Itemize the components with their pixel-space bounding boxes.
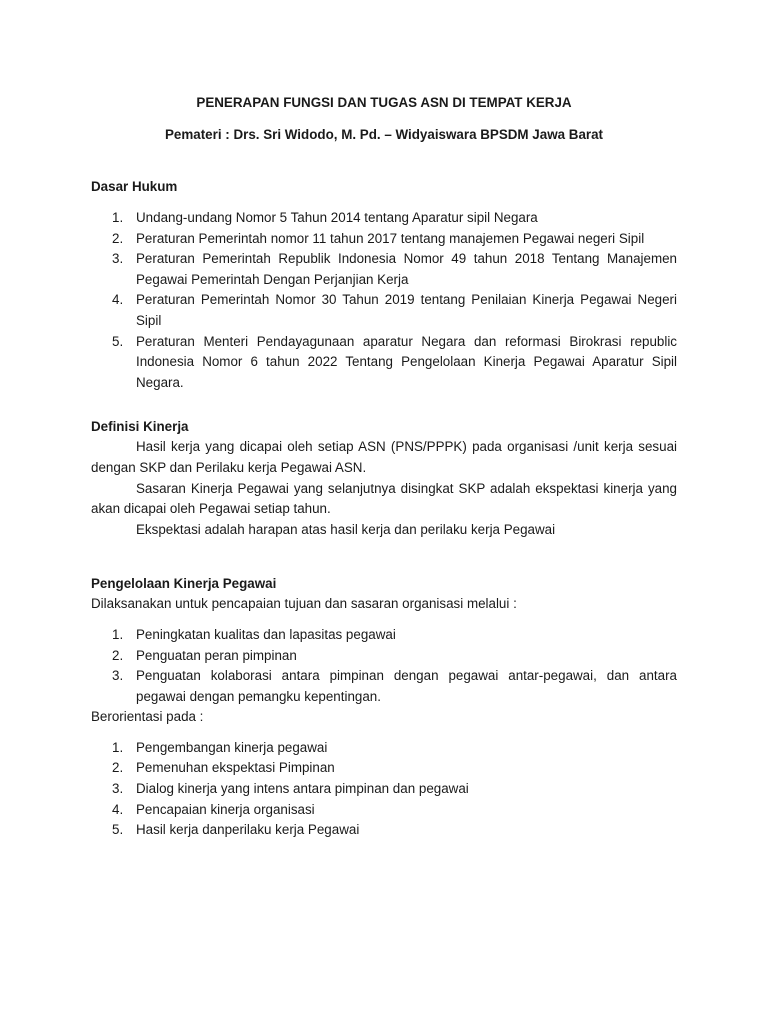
- list-item-text: Pencapaian kinerja organisasi: [136, 801, 315, 817]
- list-item: [91, 290, 677, 331]
- document-subtitle: Pemateri : Drs. Sri Widodo, M. Pd. – Widyaiswara BPSDM Jawa Barat: [164, 127, 604, 142]
- list-item-number: 5.: [112, 822, 124, 838]
- list-item-number: 4.: [112, 801, 124, 817]
- list-item: [91, 229, 677, 250]
- list-item-text: Penguatan kolaborasi antara pimpinan dengan pegawai antar-pegawai, dan antara pegawai dengan pemangku kepentingan.: [136, 668, 677, 704]
- list-item-text: Hasil kerja danperilaku kerja Pegawai: [136, 822, 360, 838]
- list-item-text: Penguatan peran pimpinan: [136, 647, 297, 663]
- list-item: [91, 738, 677, 759]
- list-item-number: 2.: [112, 230, 124, 246]
- list-item: [91, 666, 677, 707]
- list-item-number: 3.: [112, 781, 124, 797]
- list-item-number: 5.: [112, 333, 124, 349]
- list-item-text: Undang-undang Nomor 5 Tahun 2014 tentang Aparatur sipil Negara: [136, 210, 538, 225]
- list-item-text: Peraturan Menteri Pendayagunaan aparatur Negara dan reformasi Birokrasi republic Indonesia Nomor 6 tahun 2022 Tentang Pengelolaan Kinerja Pegawai Aparatur Sipil Negara.: [136, 333, 677, 390]
- list-item: [91, 625, 677, 646]
- list-item-text: Peraturan Pemerintah nomor 11 tahun 2017 tentang manajemen Pegawai negeri Sipil: [136, 230, 645, 246]
- list-item: [91, 208, 677, 229]
- list-item-number: 1.: [112, 626, 124, 642]
- list-item-text: Peraturan Pemerintah Nomor 30 Tahun 2019 tentang Penilaian Kinerja Pegawai Negeri Sipil: [136, 292, 677, 328]
- list-item-number: 1.: [112, 739, 124, 755]
- definisi-paragraph: Hasil kerja yang dicapai oleh setiap ASN (PNS/PPPK) pada organisasi /unit kerja sesuai dengan SKP dan Perilaku kerja Pegawai ASN.: [91, 439, 677, 475]
- list-item: [91, 800, 677, 821]
- list-item: [91, 779, 677, 800]
- list-item-text: Dialog kinerja yang intens antara pimpinan dan pegawai: [136, 781, 469, 797]
- list-item-number: 3.: [112, 251, 124, 267]
- pengelolaan-intro: Dilaksanakan untuk pencapaian tujuan dan sasaran organisasi melalui :: [91, 596, 517, 612]
- list-item-text: Pengembangan kinerja pegawai: [136, 739, 328, 755]
- list-item: [91, 820, 677, 841]
- document-content: [91, 93, 677, 841]
- list-item-text: Peningkatan kualitas dan lapasitas pegawai: [136, 626, 396, 642]
- definisi-paragraph: Sasaran Kinerja Pegawai yang selanjutnya disingkat SKP adalah ekspektasi kinerja yang akan dicapai oleh Pegawai setiap tahun.: [91, 480, 677, 517]
- definisi-paragraph: Ekspektasi adalah harapan atas hasil kerja dan perilaku kerja Pegawai: [136, 521, 556, 537]
- orientation-intro: Berorientasi pada :: [91, 709, 204, 725]
- section-heading-dasar-hukum: Dasar Hukum: [91, 179, 178, 194]
- document-title: PENERAPAN FUNGSI DAN TUGAS ASN DI TEMPAT KERJA: [196, 95, 572, 110]
- list-item: [91, 758, 677, 779]
- list-item: [91, 249, 677, 290]
- list-item-text: Pemenuhan ekspektasi Pimpinan: [136, 760, 335, 776]
- list-item-number: 2.: [112, 647, 124, 663]
- list-item-number: 4.: [112, 292, 124, 308]
- list-item: [91, 646, 677, 667]
- list-item-number: 1.: [112, 210, 124, 225]
- list-item-text: Peraturan Pemerintah Republik Indonesia Nomor 49 tahun 2018 Tentang Manajemen Pegawai Pemerintah Dengan Perjanjian Kerja: [136, 251, 677, 287]
- list-item-number: 3.: [112, 668, 124, 684]
- list-item-number: 2.: [112, 760, 124, 776]
- dasar-hukum-list: [91, 208, 677, 393]
- orientation-list: [91, 738, 677, 841]
- section-heading-definisi-kinerja: Definisi Kinerja: [91, 419, 189, 435]
- pengelolaan-list: [91, 625, 677, 707]
- section-heading-pengelolaan-kinerja: Pengelolaan Kinerja Pegawai: [91, 576, 277, 592]
- list-item: [91, 332, 677, 394]
